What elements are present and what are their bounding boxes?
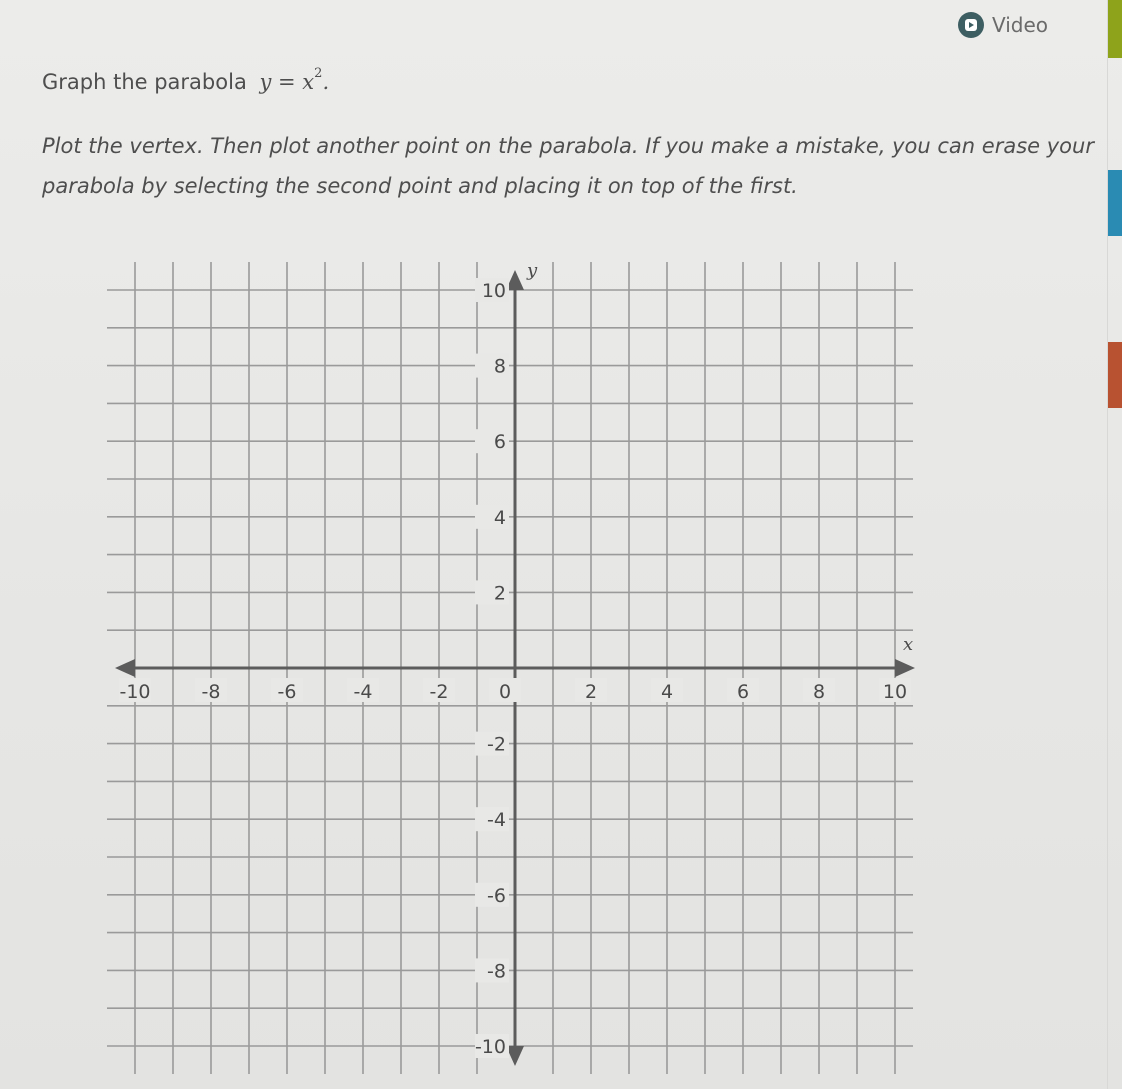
x-tick-label: -8 bbox=[201, 681, 221, 703]
x-tick-label: -4 bbox=[353, 681, 373, 703]
x-tick-label: -10 bbox=[119, 681, 151, 703]
y-tick-label: 8 bbox=[493, 355, 506, 378]
x-tick-label: 2 bbox=[584, 681, 598, 703]
x-tick-label: -2 bbox=[429, 681, 449, 703]
y-tick-label: -6 bbox=[487, 884, 506, 907]
x-axis-right-arrow-icon bbox=[895, 659, 915, 677]
y-axis-name: y bbox=[527, 260, 538, 281]
equation-period: . bbox=[322, 70, 330, 94]
x-tick-label: 10 bbox=[882, 681, 908, 703]
y-tick-label: -2 bbox=[487, 733, 506, 756]
question-title-text: Graph the parabola bbox=[42, 70, 247, 94]
x-tick-label: 8 bbox=[812, 681, 826, 703]
x-tick-label: 4 bbox=[660, 681, 674, 703]
y-tick-label: 10 bbox=[481, 280, 506, 302]
y-tick-label: -8 bbox=[487, 960, 506, 983]
x-tick-label: 6 bbox=[736, 681, 750, 703]
equation-exponent: 2 bbox=[314, 66, 323, 81]
y-tick-label: 2 bbox=[493, 582, 506, 605]
equation-base: y = x bbox=[259, 70, 315, 94]
axes bbox=[115, 270, 915, 1066]
x-axis-left-arrow-icon bbox=[115, 659, 135, 677]
y-tick-label: 6 bbox=[493, 431, 506, 454]
instructions-text: Plot the vertex. Then plot another point on the parabola. If you make a mistake, you can erase your parabola by selecting the second point and placing it on top of the first. bbox=[42, 134, 1094, 198]
x-tick-label: 0 bbox=[498, 681, 512, 703]
y-tick-label: -4 bbox=[487, 809, 506, 832]
video-label: Video bbox=[992, 13, 1049, 37]
x-tick-label: -6 bbox=[277, 681, 297, 703]
x-axis-name: x bbox=[903, 634, 914, 655]
y-tick-label: -10 bbox=[474, 1036, 506, 1058]
y-tick-label: 4 bbox=[493, 506, 506, 529]
